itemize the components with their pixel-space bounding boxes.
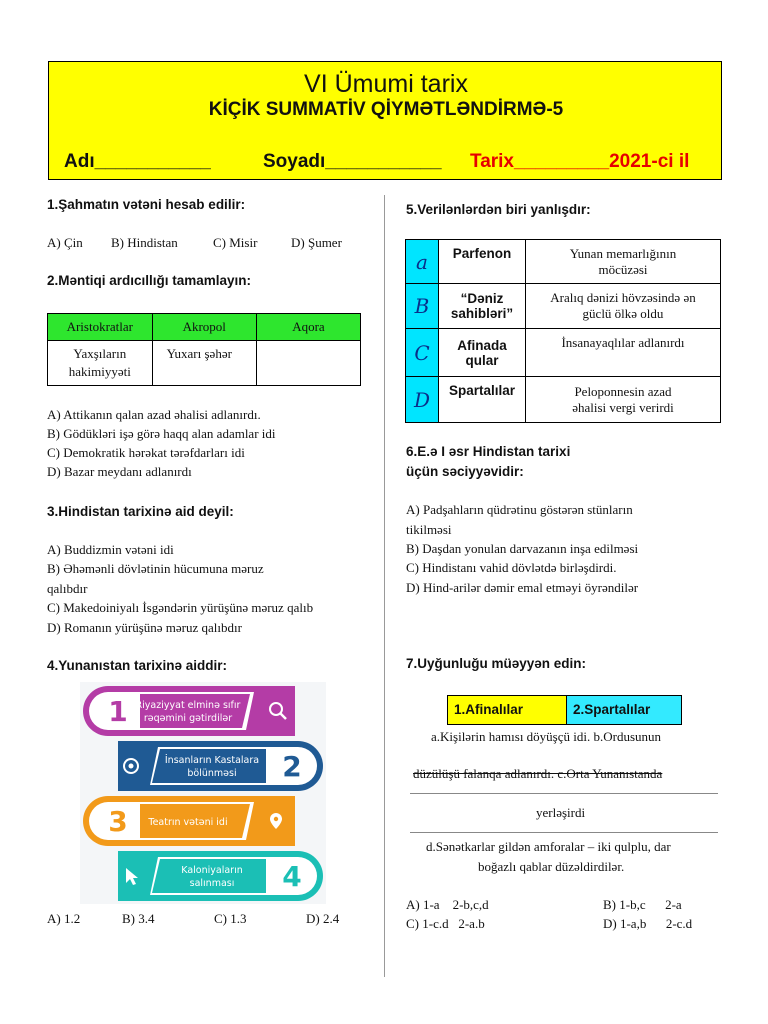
svg-text:1: 1 [108, 695, 128, 728]
question-4: 4.Yunanıstan tarixinə aiddir: [47, 658, 228, 673]
question-6-cont: üçün səciyyəvidir: [406, 464, 524, 479]
infographic-item-2 [118, 741, 323, 791]
logic-table [47, 313, 361, 386]
q1-option-d: D) Şumer [291, 235, 342, 250]
q2-option-a: A) Attikanın qalan azad əhalisi adlanırdı. [47, 407, 261, 422]
row-subject: Parfenon [439, 240, 526, 284]
svg-text:İnsanların Kastalara: İnsanların Kastalara [164, 755, 260, 766]
q6-option-a-cont: tikilməsi [406, 522, 452, 537]
q2-option-c: C) Demokratik hərəkat tərəfdarları idi [47, 445, 245, 460]
svg-text:3: 3 [108, 805, 128, 838]
q3-option-d: D) Romanın yürüşünə məruz qalıbdır [47, 620, 242, 635]
svg-text:salınması: salınması [189, 878, 235, 889]
row-letter: a [406, 240, 439, 284]
q7-option-c: C) 1-c.d 2-a.b [406, 916, 485, 931]
q7-line-1: a.Kişilərin hamısı döyüşçü idi. b.Ordusunun [431, 729, 662, 744]
q4-option-d: D) 2.4 [306, 911, 340, 926]
table-header-cell: Aristokratlar [48, 314, 153, 341]
q7-line-4: d.Sənətkarlar gildən amforalar – iki qulplu, dar [426, 839, 671, 854]
q7-line-3: yerləşirdi [536, 805, 586, 820]
q3-option-a: A) Buddizmin vətəni idi [47, 542, 174, 557]
q6-option-b: B) Daşdan yonulan darvazanın inşa edilməsi [406, 541, 639, 556]
q6-option-d: D) Hind-arilər dəmir emal etməyi öyrəndilər [406, 580, 639, 595]
infographic-item-1 [83, 686, 295, 736]
question-7: 7.Uyğunluğu müəyyən edin: [406, 656, 587, 671]
svg-text:Riyaziyyat elminə sıfır: Riyaziyyat elminə sıfır [135, 700, 241, 711]
table-cell: Yuxarı şəhər [152, 341, 256, 386]
q6-option-c: C) Hindistanı vahid dövlətdə birləşdirdi. [406, 560, 617, 575]
greece-infographic [80, 682, 326, 904]
q7-option-d: D) 1-a,b 2-c.d [603, 916, 693, 931]
q2-option-b: B) Gödükləri işə görə haqq alan adamlar idi [47, 426, 276, 441]
q1-option-b: B) Hindistan [111, 235, 178, 250]
table-row [406, 240, 721, 284]
q1-option-a: A) Çin [47, 235, 83, 250]
table-row [406, 284, 721, 329]
svg-text:2: 2 [282, 750, 302, 783]
table-cell-empty [256, 341, 360, 386]
claims-table [405, 239, 721, 423]
page-title: VI Ümumi tarix [304, 70, 468, 98]
q3-option-b-cont: qalıbdır [47, 581, 88, 596]
row-subject: “Dəniz sahibləri” [439, 284, 526, 329]
infographic-item-4 [118, 851, 323, 901]
svg-text:Kaloniyaların: Kaloniyaların [181, 865, 243, 876]
answer-line [410, 793, 718, 794]
match-column-1: 1.Afinalılar [447, 695, 567, 725]
answer-line [410, 832, 718, 833]
row-subject: Spartalılar [439, 377, 526, 423]
q3-option-b: B) Əhəmənli dövlətinin hücumuna məruz [47, 561, 264, 576]
q6-option-a: A) Padşahların qüdrətinu göstərən stünların [406, 502, 633, 517]
question-2: 2.Məntiqi ardıcıllığı tamamlayın: [47, 273, 252, 288]
page-subtitle: KİÇİK SUMMATİV QİYMƏTLƏNDİRMƏ-5 [208, 99, 564, 120]
svg-text:4: 4 [282, 860, 302, 893]
svg-text:rəqəmini gətirdilər: rəqəmini gətirdilər [143, 713, 233, 724]
row-description: İnsanayaqlılar adlanırdı [526, 329, 721, 377]
q3-option-c: C) Makedoiniyalı İsgəndərin yürüşünə məruz qalıb [47, 600, 314, 615]
question-1: 1.Şahmatın vətəni hesab edilir: [47, 197, 246, 212]
table-row [406, 377, 721, 423]
row-letter: C [406, 329, 439, 377]
table-header-cell: Aqora [256, 314, 360, 341]
q7-option-b: B) 1-b,c 2-a [603, 897, 682, 912]
q1-option-c: C) Misir [213, 235, 258, 250]
row-letter: B [406, 284, 439, 329]
q4-option-c: C) 1.3 [214, 911, 247, 926]
name-field: Adı___________ [64, 151, 211, 172]
q7-line-2: düzülüşü falanqa adlanırdı. c.Orta Yunanıstanda [413, 766, 663, 781]
row-description: Yunan memarlığının möcüzəsi [526, 240, 721, 284]
q4-option-a: A) 1.2 [47, 911, 81, 926]
row-description: Aralıq dənizi hövzəsində ən güclü ölkə oldu [526, 284, 721, 329]
surname-field: Soyadı___________ [263, 151, 442, 172]
table-row [406, 329, 721, 377]
row-subject: Afinada qular [439, 329, 526, 377]
q4-option-b: B) 3.4 [122, 911, 155, 926]
question-6: 6.E.ə I əsr Hindistan tarixi [406, 444, 571, 459]
svg-text:Teatrın vətəni idi: Teatrın vətəni idi [148, 817, 228, 828]
question-5: 5.Verilənlərdən biri yanlışdır: [406, 202, 591, 217]
svg-text:bölünməsi: bölünməsi [187, 768, 237, 779]
question-3: 3.Hindistan tarixinə aid deyil: [47, 504, 234, 519]
column-divider [384, 195, 385, 977]
q7-line-5: boğazlı qablar düzəldirdilər. [478, 859, 625, 874]
q2-option-d: D) Bazar meydanı adlanırdı [47, 464, 192, 479]
title-box [48, 61, 722, 180]
match-column-2: 2.Spartalılar [566, 695, 682, 725]
row-letter: D [406, 377, 439, 423]
table-cell: Yaxşıların hakimiyyəti [68, 346, 131, 379]
table-header-cell: Akropol [152, 314, 256, 341]
infographic-item-3 [83, 796, 295, 846]
date-field: Tarix_________2021-ci il [470, 151, 690, 172]
row-description: Peloponnesin azad əhalisi vergi verirdi [526, 377, 721, 423]
q7-option-a: A) 1-a 2-b,c,d [406, 897, 489, 912]
